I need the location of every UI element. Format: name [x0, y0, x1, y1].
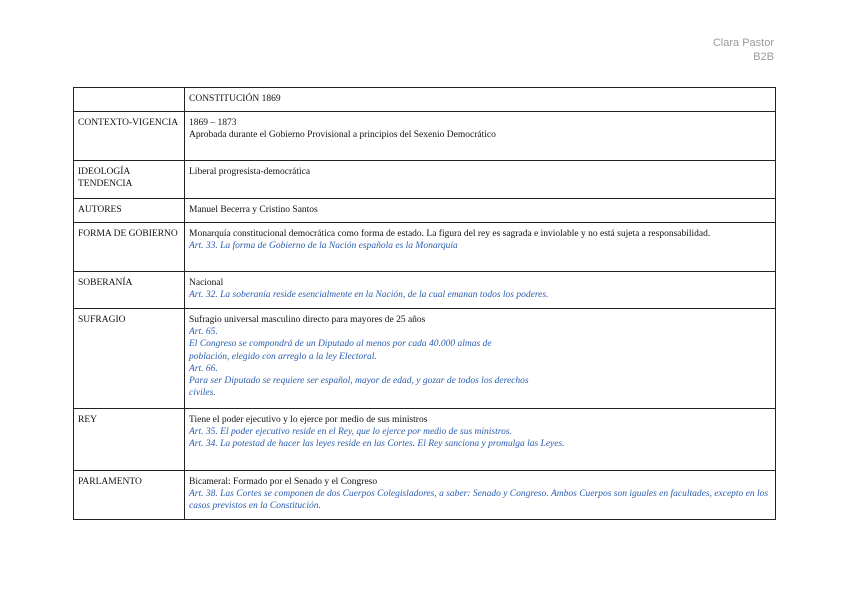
- row-content: [185, 309, 776, 409]
- table-title: CONSTITUCIÓN 1869: [185, 88, 776, 112]
- table-row: [74, 112, 776, 161]
- row-content: [185, 409, 776, 471]
- table-row: [74, 309, 776, 409]
- table-row: [74, 223, 776, 272]
- row-label: REY: [74, 409, 185, 471]
- row-text: Nacional: [189, 278, 224, 288]
- document-header: [713, 36, 774, 64]
- table-row: [74, 199, 776, 223]
- table-row: [74, 409, 776, 471]
- row-content: [185, 161, 776, 199]
- row-text: Sufragio universal masculino directo para mayores de 25 años: [189, 315, 426, 325]
- row-label: FORMA DE GOBIERNO: [74, 223, 185, 272]
- row-text: Bicameral: Formado por el Senado y el Congreso: [189, 477, 378, 487]
- article-quote: Art. 33. La forma de Gobierno de la Nación española es la Monarquía: [189, 241, 458, 252]
- table-row: [74, 272, 776, 309]
- row-text: Aprobada durante el Gobierno Provisional a principios del Sexenio Democrático: [189, 130, 496, 141]
- row-text: Liberal progresista-democrática: [189, 167, 311, 177]
- row-content: [185, 112, 776, 161]
- row-content: [185, 272, 776, 309]
- article-quote: Art. 38. Las Cortes se componen de dos Cuerpos Colegisladores, a saber: Senado y Congreso. Ambos Cuerpos son iguales en facultades, excepto en los casos previstos en la Constitución.: [189, 489, 769, 512]
- row-text: Tiene el poder ejecutivo y lo ejerce por medio de sus ministros: [189, 415, 428, 425]
- row-label: CONTEXTO-VIGENCIA: [74, 112, 185, 161]
- article-quote: Art. 35. El poder ejecutivo reside en el Rey, que lo ejerce por medio de sus ministros.: [189, 427, 512, 438]
- row-label: IDEOLOGÍA TENDENCIA: [74, 161, 185, 199]
- constitution-table: [73, 87, 776, 520]
- table-row: [74, 161, 776, 199]
- row-label: SOBERANÍA: [74, 272, 185, 309]
- table-row: [74, 471, 776, 520]
- row-text: Manuel Becerra y Cristino Santos: [189, 205, 318, 215]
- row-text: Monarquía constitucional democrática como forma de estado. La figura del rey es sagrada e inviolable y no está sujeta a responsabilidad.: [189, 229, 711, 239]
- row-label: SUFRAGIO: [74, 309, 185, 409]
- header-empty-cell: [74, 88, 185, 112]
- article-quote: Art. 65.: [189, 327, 218, 338]
- article-quote: población, elegido con arreglo a la ley Electoral.: [189, 351, 377, 362]
- row-content: [185, 199, 776, 223]
- row-content: [185, 471, 776, 520]
- article-quote: civiles.: [189, 388, 216, 399]
- article-quote: Art. 32. La soberanía reside esencialmente en la Nación, de la cual emanan todos los poderes.: [189, 290, 549, 301]
- author-name: Clara Pastor: [712, 37, 774, 49]
- row-label: PARLAMENTO: [74, 471, 185, 520]
- group-code: B2B: [753, 51, 774, 63]
- table-header-row: [74, 88, 776, 112]
- article-quote: Art. 34. La potestad de hacer las leyes reside en las Cortes. El Rey sanciona y promulga las Leyes.: [189, 439, 565, 450]
- row-label: AUTORES: [74, 199, 185, 223]
- row-content: [185, 223, 776, 272]
- article-quote: El Congreso se compondrá de un Diputado al menos por cada 40.000 almas de: [189, 339, 492, 350]
- article-quote: Art. 66.: [189, 363, 218, 374]
- row-text: 1869 – 1873: [189, 118, 237, 128]
- article-quote: Para ser Diputado se requiere ser español, mayor de edad, y gozar de todos los derechos: [189, 376, 529, 387]
